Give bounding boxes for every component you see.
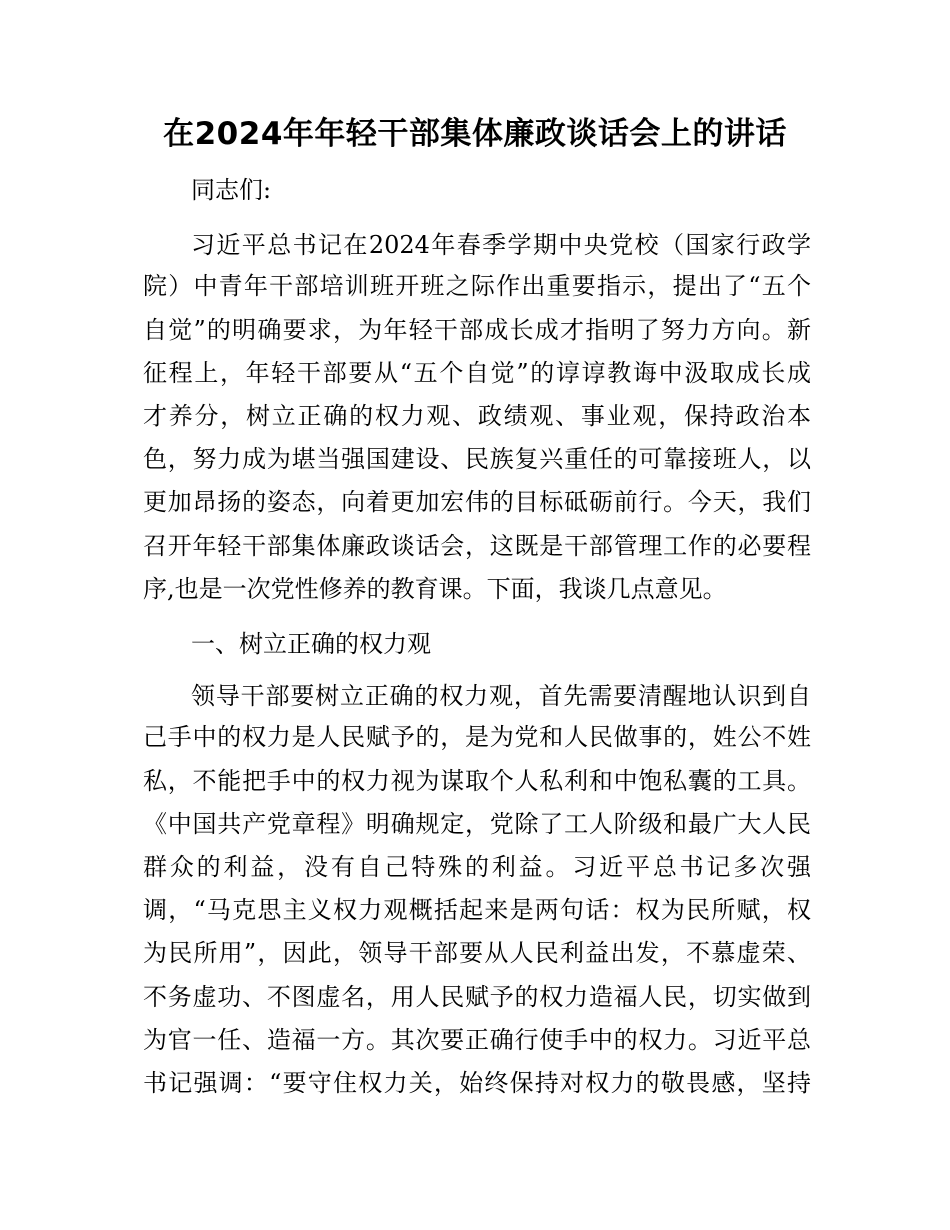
paragraph-line: 召开年轻干部集体廉政谈话会，这既是干部管理工作的必要程 [143, 532, 811, 560]
paragraph-line: 群众的利益，没有自己特殊的利益。习近平总书记多次强 [143, 853, 811, 881]
paragraph-line: 才养分，树立正确的权力观、政绩观、事业观，保持政治本 [143, 402, 811, 430]
paragraph-line: 自觉”的明确要求，为年轻干部成长成才指明了努力方向。新 [143, 316, 811, 344]
paragraph-line: 调，“马克思主义权力观概括起来是两句话：权为民所赋，权 [143, 896, 811, 924]
paragraph-line: 为官一任、造福一方。其次要正确行使手中的权力。习近平总 [143, 1026, 811, 1054]
paragraph-line: 为民所用”，因此，领导干部要从人民利益出发，不慕虚荣、 [143, 939, 811, 967]
paragraph-line: 更加昂扬的姿态，向着更加宏伟的目标砥砺前行。今天，我们 [143, 488, 811, 516]
paragraph-line: 书记强调：“要守住权力关，始终保持对权力的敬畏感，坚持 [143, 1069, 811, 1097]
paragraph-line: 领导干部要树立正确的权力观，首先需要清醒地认识到自 [191, 682, 811, 710]
section-heading: 一、树立正确的权力观 [191, 630, 431, 658]
paragraph-line: 己手中的权力是人民赋予的，是为党和人民做事的，姓公不姓 [143, 723, 811, 751]
paragraph-line: 《中国共产党章程》明确规定，党除了工人阶级和最广大人民 [143, 810, 811, 838]
salutation: 同志们: [191, 176, 272, 204]
paragraph-line: 私，不能把手中的权力视为谋取个人私利和中饱私囊的工具。 [143, 767, 811, 795]
document-title: 在2024年年轻干部集体廉政谈话会上的讲话 [163, 116, 787, 152]
paragraph-line: 色，努力成为堪当强国建设、民族复兴重任的可靠接班人，以 [143, 445, 811, 473]
paragraph-line: 不务虚功、不图虚名，用人民赋予的权力造福人民，切实做到 [143, 983, 811, 1011]
paragraph-line: 习近平总书记在2024年春季学期中央党校（国家行政学 [191, 231, 811, 259]
paragraph-line: 序,也是一次党性修养的教育课。下面，我谈几点意见。 [143, 575, 727, 603]
paragraph-line: 征程上，年轻干部要从“五个自觉”的谆谆教诲中汲取成长成 [143, 359, 811, 387]
paragraph-line: 院）中青年干部培训班开班之际作出重要指示，提出了“五个 [143, 272, 811, 300]
